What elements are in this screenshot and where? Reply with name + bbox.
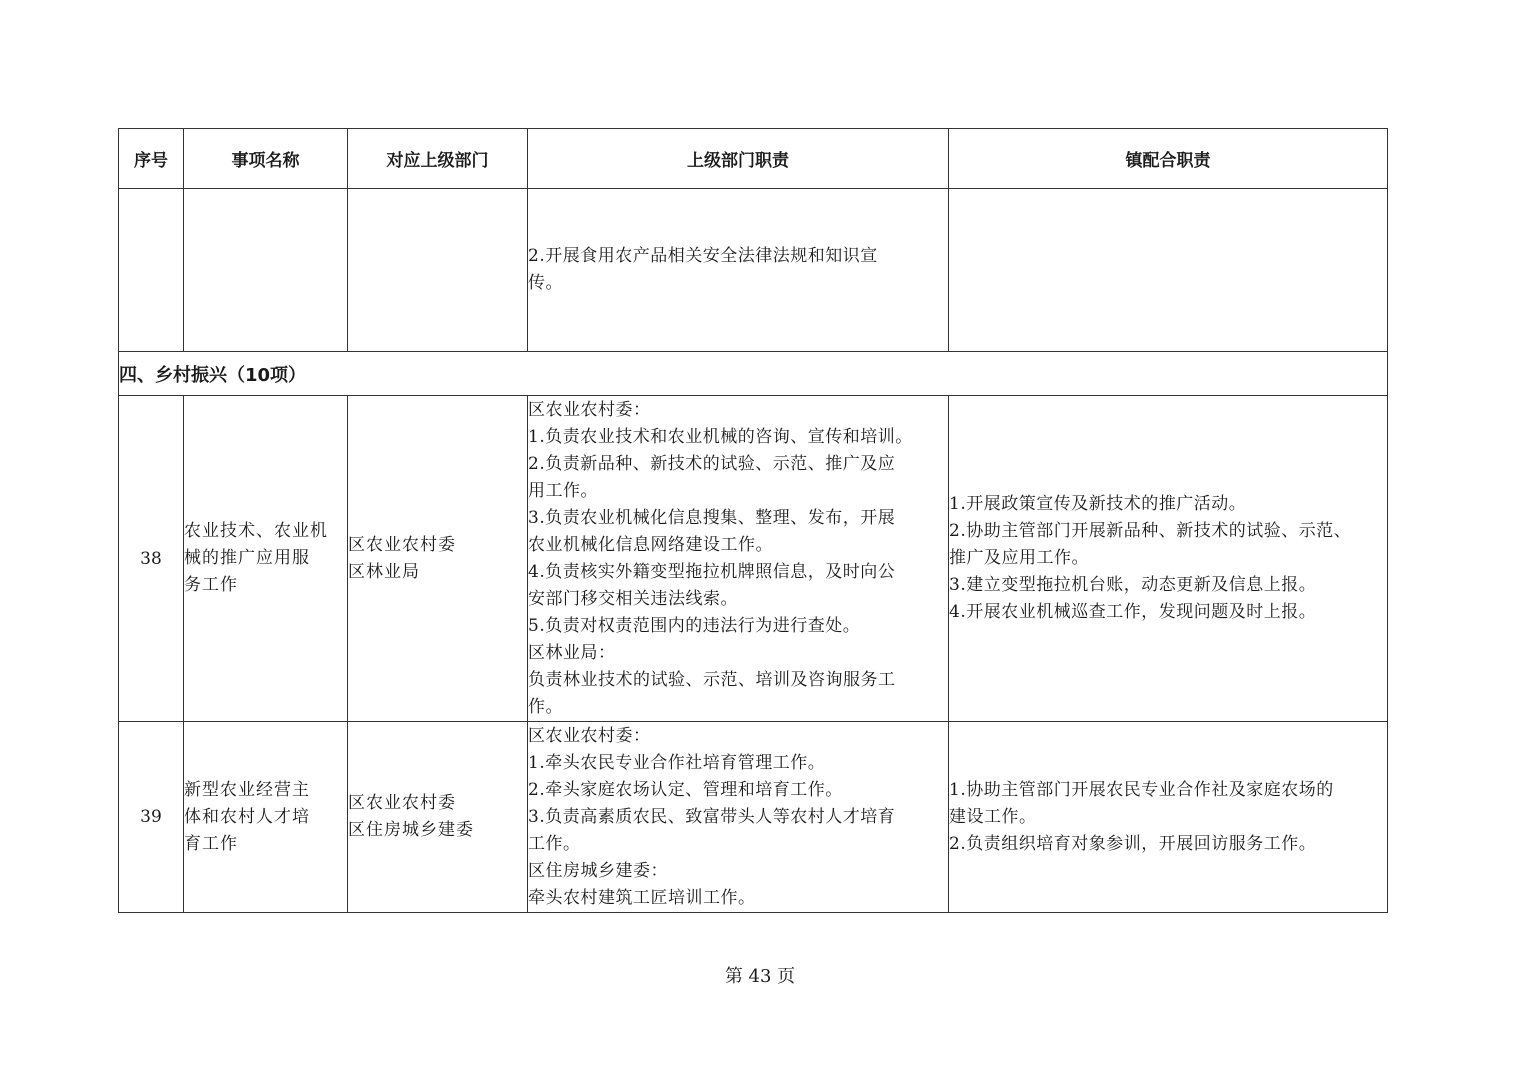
cell-no [119, 189, 184, 352]
header-no: 序号 [119, 129, 184, 189]
text-line: 新型农业经营主 [184, 779, 310, 800]
text-line: 区林业局： [528, 642, 616, 663]
text-line: 5.负责对权责范围内的违法行为进行查处。 [528, 615, 861, 636]
text-line: 2.开展食用农产品相关安全法律法规和知识宣 [528, 246, 878, 266]
cell-no: 39 [119, 722, 184, 913]
text-line: 2.负责组织培育对象参训，开展回访服务工作。 [949, 833, 1317, 854]
text-line: 作。 [528, 696, 563, 717]
cell-name [184, 722, 348, 913]
cell-dept [348, 396, 528, 722]
cell-town-duties [949, 189, 1388, 352]
text-line: 牵头农村建筑工匠培训工作。 [528, 887, 756, 908]
cell-dept [348, 722, 528, 913]
text-line: 区农业农村委 [348, 793, 456, 813]
text-line: 1.协助主管部门开展农民专业合作社及家庭农场的 [949, 779, 1334, 800]
header-upper-dept: 对应上级部门 [348, 129, 528, 189]
text-line: 区住房城乡建委： [528, 860, 668, 881]
text-line: 务工作 [184, 575, 238, 595]
text-line: 3.建立变型拖拉机台账，动态更新及信息上报。 [949, 575, 1317, 595]
text-line: 安部门移交相关违法线索。 [528, 588, 738, 609]
text-line: 传。 [528, 273, 563, 293]
cell-upper-duties [528, 396, 949, 722]
text-line: 农业技术、农业机 [184, 521, 328, 541]
text-line: 1.开展政策宣传及新技术的推广活动。 [949, 494, 1247, 514]
text-line: 1.负责农业技术和农业机械的咨询、宣传和培训。 [528, 426, 913, 447]
text-line: 农业机械化信息网络建设工作。 [528, 534, 773, 555]
header-town-duties: 镇配合职责 [949, 129, 1388, 189]
section-title: 四、乡村振兴（10项） [119, 352, 1388, 396]
table-row-continued [119, 189, 1388, 352]
text-line: 2.牵头家庭农场认定、管理和培育工作。 [528, 779, 843, 800]
cell-upper-duties [528, 189, 949, 352]
table-row [119, 396, 1388, 722]
text-line: 育工作 [184, 833, 238, 854]
section-row [119, 352, 1388, 396]
text-line: 3.负责高素质农民、致富带头人等农村人才培育 [528, 806, 896, 827]
text-line: 区农业农村委： [528, 399, 651, 420]
cell-upper-duties [528, 722, 949, 913]
text-line: 区农业农村委 [348, 534, 456, 555]
text-line: 区住房城乡建委 [348, 820, 474, 840]
cell-town-duties [949, 722, 1388, 913]
text-line: 体和农村人才培 [184, 806, 310, 827]
text-line: 建设工作。 [949, 806, 1037, 827]
text-line: 区林业局 [348, 561, 420, 582]
text-line: 用工作。 [528, 480, 598, 501]
header-upper-duties: 上级部门职责 [528, 129, 949, 189]
page-number: 第 43 页 [724, 966, 796, 987]
text-line: 2.协助主管部门开展新品种、新技术的试验、示范、 [949, 521, 1352, 541]
text-line: 2.负责新品种、新技术的试验、示范、推广及应 [528, 453, 896, 474]
text-line: 1.牵头农民专业合作社培育管理工作。 [528, 752, 826, 773]
text-line: 工作。 [528, 833, 581, 854]
text-line: 区农业农村委： [528, 725, 651, 746]
header-item-name: 事项名称 [184, 129, 348, 189]
cell-name [184, 396, 348, 722]
table-row [119, 722, 1388, 913]
text-line: 械的推广应用服 [184, 548, 310, 568]
cell-dept [348, 189, 528, 352]
text-line: 负责林业技术的试验、示范、培训及咨询服务工 [528, 669, 896, 690]
cell-no: 38 [119, 396, 184, 722]
cell-town-duties [949, 396, 1388, 722]
header-row [119, 129, 1388, 189]
text-line: 4.开展农业机械巡查工作，发现问题及时上报。 [949, 602, 1317, 622]
cell-name [184, 189, 348, 352]
duties-table [118, 128, 1388, 913]
text-line: 3.负责农业机械化信息搜集、整理、发布，开展 [528, 507, 896, 528]
text-line: 推广及应用工作。 [949, 548, 1089, 568]
text-line: 4.负责核实外籍变型拖拉机牌照信息，及时向公 [528, 561, 896, 582]
